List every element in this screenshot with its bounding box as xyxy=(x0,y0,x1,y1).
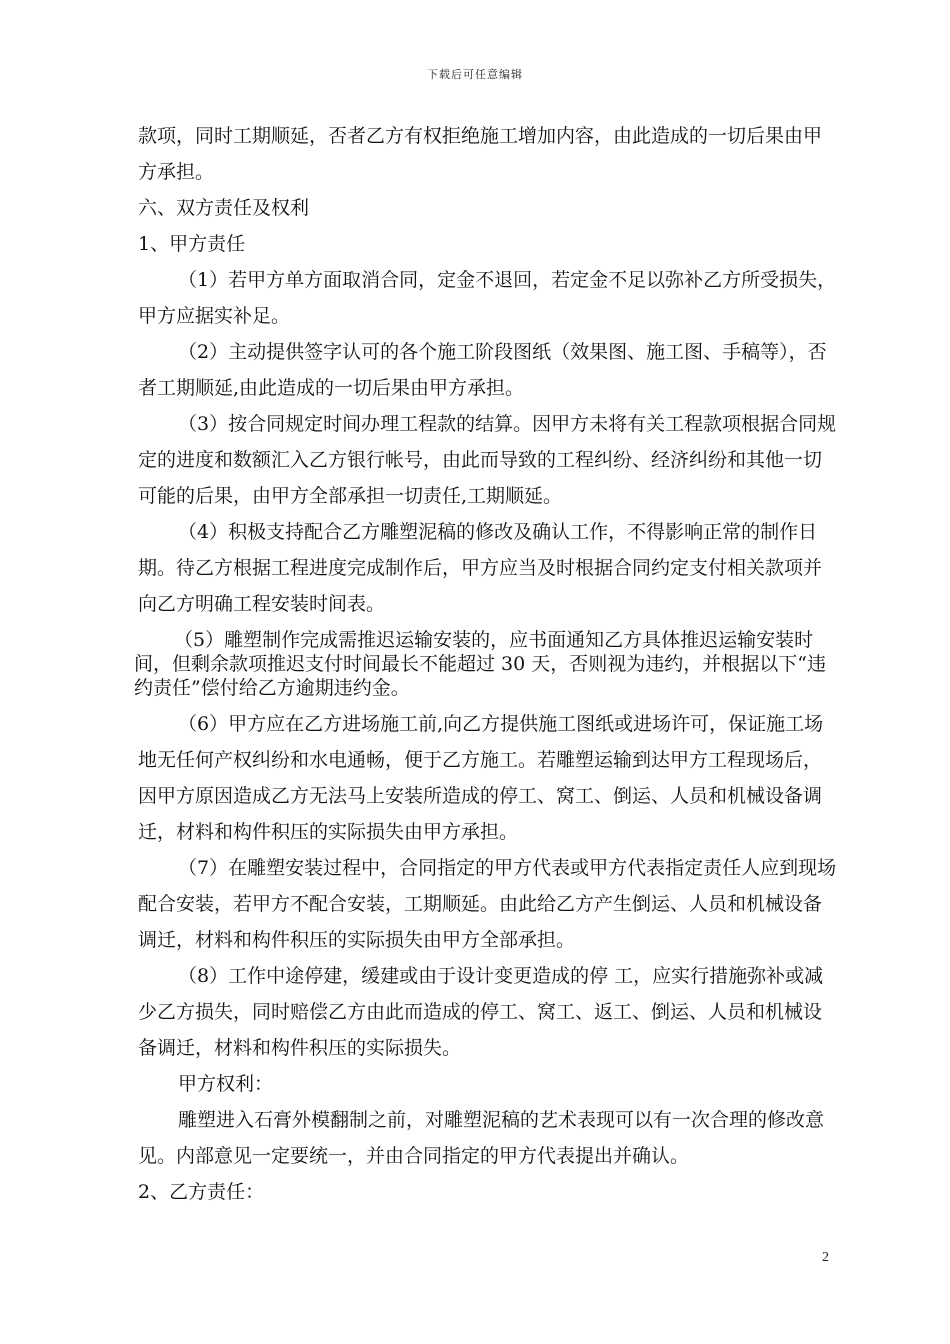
subsection-heading-party-b-duties: 2、乙方责任： xyxy=(138,1181,265,1203)
page-number: 2 xyxy=(822,1250,829,1265)
clause-6: （6）甲方应在乙方进场施工前,向乙方提供施工图纸或进场许可，保证施工场地无任何产权纠纷和水电通畅，便于乙方施工。若雕塑运输到达甲方工程现场后，因甲方原因造成乙方无法马上安装所造成的停工、窝工、倒运、人员和机械设备调迁，材料和构件积压的实际损失由甲方承担。 xyxy=(138,713,824,843)
section-heading-6: 六、双方责任及权利 xyxy=(138,197,310,219)
clause-8: （8）工作中途停建，缓建或由于设计变更造成的停 工，应实行措施弥补或减少乙方损失，同时赔偿乙方由此而造成的停工、窝工、返工、倒运、人员和机械设备调迁，材料和构件积压的实际损失。 xyxy=(138,965,824,1059)
clause-4: （4）积极支持配合乙方雕塑泥稿的修改及确认工作，不得影响正常的制作日期。待乙方根据工程进度完成制作后，甲方应当及时根据合同约定支付相关款项并向乙方明确工程安装时间表。 xyxy=(138,521,823,615)
document-body xyxy=(134,118,840,1210)
page-header: 下载后可任意编辑 xyxy=(427,68,523,81)
clause-5: （5）雕塑制作完成需推迟运输安装的，应书面通知乙方具体推迟运输安装时间，但剩余款项推迟支付时间最长不能超过 30 天，否则视为违约，并根据以下“违约责任”偿付给乙方逾期违约金。 xyxy=(134,629,826,699)
subsection-heading-party-a-duties: 1、甲方责任 xyxy=(138,233,246,255)
clause-7: （7）在雕塑安装过程中，合同指定的甲方代表或甲方代表指定责任人应到现场配合安装，若甲方不配合安装，工期顺延。由此给乙方产生倒运、人员和机械设备调迁，材料和构件积压的实际损失由甲方全部承担。 xyxy=(138,857,837,951)
clause-1: （1）若甲方单方面取消合同，定金不退回，若定金不足以弥补乙方所受损失，甲方应据实补足。 xyxy=(138,269,837,327)
clause-2: （2）主动提供签字认可的各个施工阶段图纸（效果图、施工图、手稿等），否者工期顺延,由此造成的一切后果由甲方承担。 xyxy=(138,341,827,399)
clause-3: （3）按合同规定时间办理工程款的结算。因甲方未将有关工程款项根据合同规定的进度和数额汇入乙方银行帐号，由此而导致的工程纠纷、经济纠纷和其他一切可能的后果，由甲方全部承担一切责任,工期顺延。 xyxy=(138,413,837,507)
party-a-rights-heading: 甲方权利： xyxy=(178,1073,274,1095)
paragraph-continuation: 款项，同时工期顺延，否者乙方有权拒绝施工增加内容，由此造成的一切后果由甲方承担。 xyxy=(138,125,823,183)
party-a-rights-text: 雕塑进入石膏外模翻制之前，对雕塑泥稿的艺术表现可以有一次合理的修改意见。内部意见一定要统一，并由合同指定的甲方代表提出并确认。 xyxy=(138,1109,825,1167)
